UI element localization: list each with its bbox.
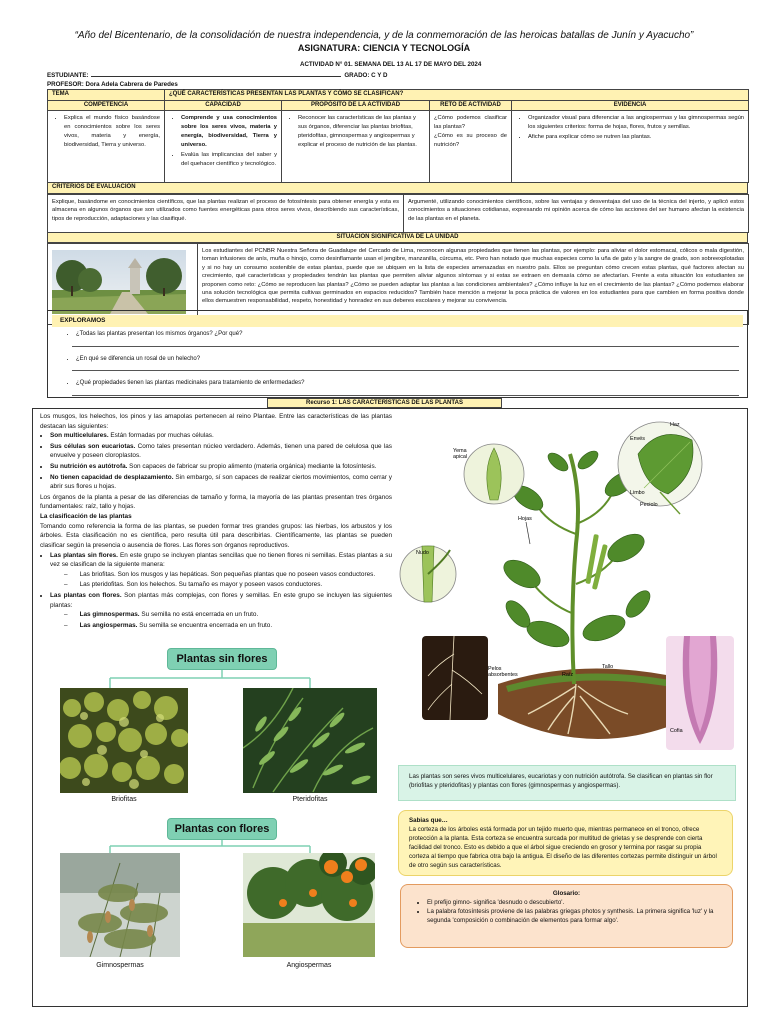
class-text: Tomando como referencia la forma de las plantas, se pueden formar tres grandes grupos: las hierbas, los arbustos y los árboles. Esta clasificación no es científica, pero resulta útil para describirlas. Científicamente, las plantas se pueden clasificar según la presencia o ausencia de flores. Las flores son órganos reproductivos. (40, 522, 392, 549)
root-hairs-inset (422, 636, 488, 720)
explore-question-1: • ¿Todas las plantas presentan los mismos órganos? ¿Por qué? (76, 331, 747, 347)
capacidad-cell (165, 111, 282, 183)
class-title: La clasificación de las plantas (40, 513, 132, 521)
student-label: ESTUDIANTE: (47, 72, 89, 79)
briofitas-desc: – Las briofitas. Son los musgos y las hepáticas. Son pequeñas plantas que no poseen vasos conductores. (82, 570, 392, 580)
reto-1: ¿Cómo podemos clasificar las plantas? (434, 115, 507, 130)
tema-label: TEMA (48, 90, 165, 101)
glosario-item-1: • El prefijo gimno- significa 'desnudo o descubierto'. (427, 899, 722, 908)
plant-anatomy-illustration (398, 414, 738, 764)
answer-line-3[interactable] (72, 388, 739, 396)
criterio-right: Argumenté, utilizando conocimientos científicos, sobre las ventajas y desventajas del uso de la técnica del injerto, y aplicó estos conocimientos a situaciones cotidianas, expresando mi opinión acerca de cómo las acciones del ser humano afectan la existencia de las plantas en el planeta. (404, 194, 749, 232)
label-peciolo: Peciolo (640, 502, 658, 508)
col-capacidad: CAPACIDAD (165, 100, 282, 111)
trait-2: • Sus células son eucariotas. Como tales presentan núcleo verdadero. Además, tienen una pared de celulosa que las envuelve y poseen cloroplastos. (50, 442, 392, 461)
briofitas-photo (60, 688, 188, 793)
orange-tree-image (243, 853, 375, 957)
trait-3: • Su nutrición es autótrofa. Son capaces de fabricar su propio alimento (materia orgánica) mediante la fotosíntesis. (50, 462, 392, 472)
student-name-blank[interactable] (91, 71, 341, 77)
label-yema: Yema apical (453, 448, 468, 460)
explore-question-2: • ¿En qué se diferencia un rosal de un helecho? (76, 356, 747, 372)
trait-4: • No tienen capacidad de desplazamiento. Sin embargo, sí son capaces de realizar ciertos movimientos, como cerrar y abrir sus flores u hojas. (50, 473, 392, 492)
briofitas-caption: Briofitas (111, 796, 137, 803)
situacion-title: SITUACION SIGNIFICATIVA DE LA UNIDAD (47, 233, 748, 244)
capacidad-2: • Evalúa las implicancias del saber y del quehacer científico y tecnológico. (181, 151, 277, 169)
competencia-cell (48, 111, 165, 183)
col-reto: RETO DE ACTIVIDAD (430, 100, 512, 111)
activity-title: ACTIVIDAD N° 01. SEMANA DEL 13 AL 17 DE MAYO DEL 2024 (300, 61, 482, 68)
planning-table (47, 89, 748, 325)
pteridofitas-caption: Pteridofitas (292, 796, 328, 803)
exploramos-title: EXPLORAMOS (52, 315, 743, 327)
organs-text: Los órganos de la planta a pesar de las diferencias de tamaño y forma, la mayoría de las plantas presentan tres órganos fundamentales: raíz, tallo y hojas. (40, 493, 392, 511)
recurso-text (40, 412, 392, 648)
fern-image (243, 688, 377, 793)
pteridofitas-photo (243, 688, 377, 793)
reto-cell (430, 111, 512, 183)
angiospermas-photo (243, 853, 375, 957)
competencia-text: • Explica el mundo físico basándose en conocimientos sobre los seres vivos, materia y energía, biodiversidad, Tierra y universo. (64, 114, 160, 150)
reto-2: ¿Cómo es su proceso de nutrición? (434, 132, 507, 148)
sin-flores-connector (100, 670, 320, 690)
label-cofia: Cofia (670, 728, 683, 734)
sin-flores-item: • Las plantas sin flores. En este grupo se incluyen plantas sencillas que no tienen flores ni semillas. Estas plantas a su vez se clasifican de la siguiente manera: – Las briofitas. Son los musgos y las hepáticas. Son pequeñas plantas que no poseen vasos conductores. – Las pteridofitas. Son los helechos. Su tamaño es mayor y poseen vasos conductores. (50, 551, 392, 590)
col-evidencia: EVIDENCIA (512, 100, 749, 111)
proposito-text: • Reconocer las características de las plantas y sus órganos, diferenciar las plantas briofitas, pteridofitas, gimnospermas y angiospermas y explicar el proceso de nutrición de las plantas. (298, 114, 425, 150)
label-enves: Envés (630, 436, 645, 442)
proposito-cell (282, 111, 430, 183)
label-haz: Haz (670, 422, 680, 428)
label-pelos: Pelos absorbentes (488, 666, 518, 678)
sabias-title: Sabias que… (409, 817, 448, 824)
gimnospermas-caption: Gimnospermas (96, 962, 144, 969)
label-raiz: Raíz (562, 672, 574, 678)
glosario-box (400, 884, 733, 948)
moss-image (60, 688, 188, 793)
evidencia-cell (512, 111, 749, 183)
glosario-item-2: • La palabra fotosíntesis proviene de las palabras griegas photos y synthesis. La primera significa 'luz' y la segunda 'composición o combinación de elementos para formar algo'. (427, 908, 722, 926)
subject-title: ASIGNATURA: CIENCIA Y TECNOLOGÍA (297, 43, 471, 53)
label-limbo: Limbo (630, 490, 645, 496)
pteridofitas-desc: – Las pteridofitas. Son los helechos. Su tamaño es mayor y poseen vasos conductores. (82, 580, 392, 590)
summary-box: Las plantas son seres vivos multicelulares, eucariotas y con nutrición autótrofa. Se clasifican en plantas sin flor (briofitas y pteridofitas) y plantas con flores (gimnospermas y angiospermas). (398, 765, 736, 801)
col-proposito: PROPÓSITO DE LA ACTIVIDAD (282, 100, 430, 111)
evidencia-1: • Organizador visual para diferenciar a las angiospermas y las gimnospermas según los siguientes criterios: forma de hojas, flores, frutos y semillas. (528, 114, 744, 132)
plantas-sin-flores-pill: Plantas sin flores (167, 648, 277, 670)
header-motto: “Año del Bicentenario, de la consolidación de nuestra independencia, y de la conmemoración de las heroicas batallas de Junín y Ayacucho” (74, 30, 694, 41)
tema-value: ¿QUÉ CARACTERÍSTICAS PRESENTAN LAS PLANTAS Y CÓMO SE CLASIFICAN? (165, 90, 749, 101)
evidencia-2: • Afiche para explicar cómo se nutren las plantas. (528, 133, 744, 142)
park-photo (52, 250, 186, 314)
sabias-text: La corteza de los árboles está formada por un tejido muerto que, mientras permanece en el tronco, ofrece protección a la planta. Esta corteza se encuentra surcada por multitud de grietas y se desprende con cierta facilidad del tronco. Esto es debido a que el árbol sigue creciendo en grosor y termina por rasgar su propia corteza al tiempo que fabrica otra bajo la antigua. El diseño de las diferentes cortezas permite distinguir un árbol de otro según sus características. (409, 825, 717, 869)
glosario-title: Glosario: (552, 890, 581, 897)
capacidad-1: • Comprende y usa conocimientos sobre los seres vivos, materia y energía, biodiversidad, Tierra y universo. (181, 114, 277, 150)
label-nudo: Nudo (416, 550, 429, 556)
con-flores-item: • Las plantas con flores. Son plantas más complejas, con flores y semillas. En este grupo se incluyen las siguientes plantas: – Las gimnospermas. Su semilla no está encerrada en un fruto. – Las angiospermas. Su semilla se encuentra encerrada en un fruto. (50, 591, 392, 630)
student-line (47, 71, 387, 80)
criterios-title: CRITERIOS DE EVALUACIÓN (47, 183, 748, 194)
explore-question-3: • ¿Qué propiedades tienen las plantas medicinales para tratamiento de enfermedades? (76, 380, 747, 396)
bean-pods (585, 534, 608, 590)
stem (570, 454, 578, 684)
recurso-title: Recurso 1: LAS CARACTERÍSTICAS DE LAS PLANTAS (267, 398, 502, 408)
pine-image (60, 853, 180, 957)
label-tallo: Tallo (602, 664, 614, 670)
recurso-intro: Los musgos, los helechos, los pinos y las amapolas pertenecen al reino Plantae. Entre las características de las plantas destacan las siguientes: (40, 413, 392, 430)
sabias-que-box (398, 810, 733, 876)
col-competencia: COMPETENCIA (48, 100, 165, 111)
label-hojas: Hojas (518, 516, 532, 522)
exploramos-box (47, 310, 748, 398)
teacher-line: PROFESOR: Dora Adela Cabrera de Paredes (47, 81, 178, 88)
gimnospermas-desc: – Las gimnospermas. Su semilla no está encerrada en un fruto. (82, 610, 392, 620)
trait-1: • Son multicelulares. Están formadas por muchas células. (50, 431, 392, 441)
answer-line-2[interactable] (72, 363, 739, 371)
angiospermas-desc: – Las angiospermas. Su semilla se encuentra encerrada en un fruto. (82, 621, 392, 631)
situacion-text: Los estudiantes del PCNBR Nuestra Señora de Guadalupe del Cercado de Lima, reconocen algunas propiedades que tienen las plantas, por ejemplo: para aliviar el dolor estomacal, cólicos o mala digestión, toman infusiones de anís, muña o hinojo, como desinflamante usan el jengibre, manzanilla, cúrcuma, etc. Pero han notado que muchas especies como la uña de gato y la sangre de grado, son sobreexplotadas y si no hay un consumo sostenible de estas plantas, puede que se ubiquen en la lista de especies amenazadas en nuestro país. Ellos se preguntan cómo crecen estas plantas, qué factores afectan su crecimiento, qué características y propiedades tendrán las plantas que permiten aliviar algunos síntomas y si estas se extraen en demasía cómo se afectarían. Frente a esta situación los estudiantes se proponen como reto: ¿Cómo se reproducen las plantas? ¿Cómo se pueden adaptar las plantas a las condiciones ambientales? ¿Cómo influye la luz en el crecimiento de las plantas? ¿Cómo podemos elaborar una solución tecnológica que permita cultivas germinados en espacios reducidos? También hace mención a mejorar la poca práctica de valores en los estudiantes para que cambien en forma positiva donde ellos demuestren responsabilidad, respeto, honestidad y honradez en sus deberes escolares y mejorar su convivencia. (198, 244, 749, 325)
grade-label: GRADO: C Y D (344, 72, 388, 79)
answer-line-1[interactable] (72, 339, 739, 347)
gimnospermas-photo (60, 853, 180, 957)
plantas-con-flores-pill: Plantas con flores (167, 818, 277, 840)
angiospermas-caption: Angiospermas (286, 962, 332, 969)
criterio-left: Explique, basándome en conocimientos científicos, que las plantas realizan el proceso de fotosíntesis para obtener energía y esta es almacena en algunos órganos que son utilizados como fuentes energéticas para otros seres vivos, describiendo sus características, tipos de reproducción, adaptaciones y las clasifiqué. (48, 194, 404, 232)
